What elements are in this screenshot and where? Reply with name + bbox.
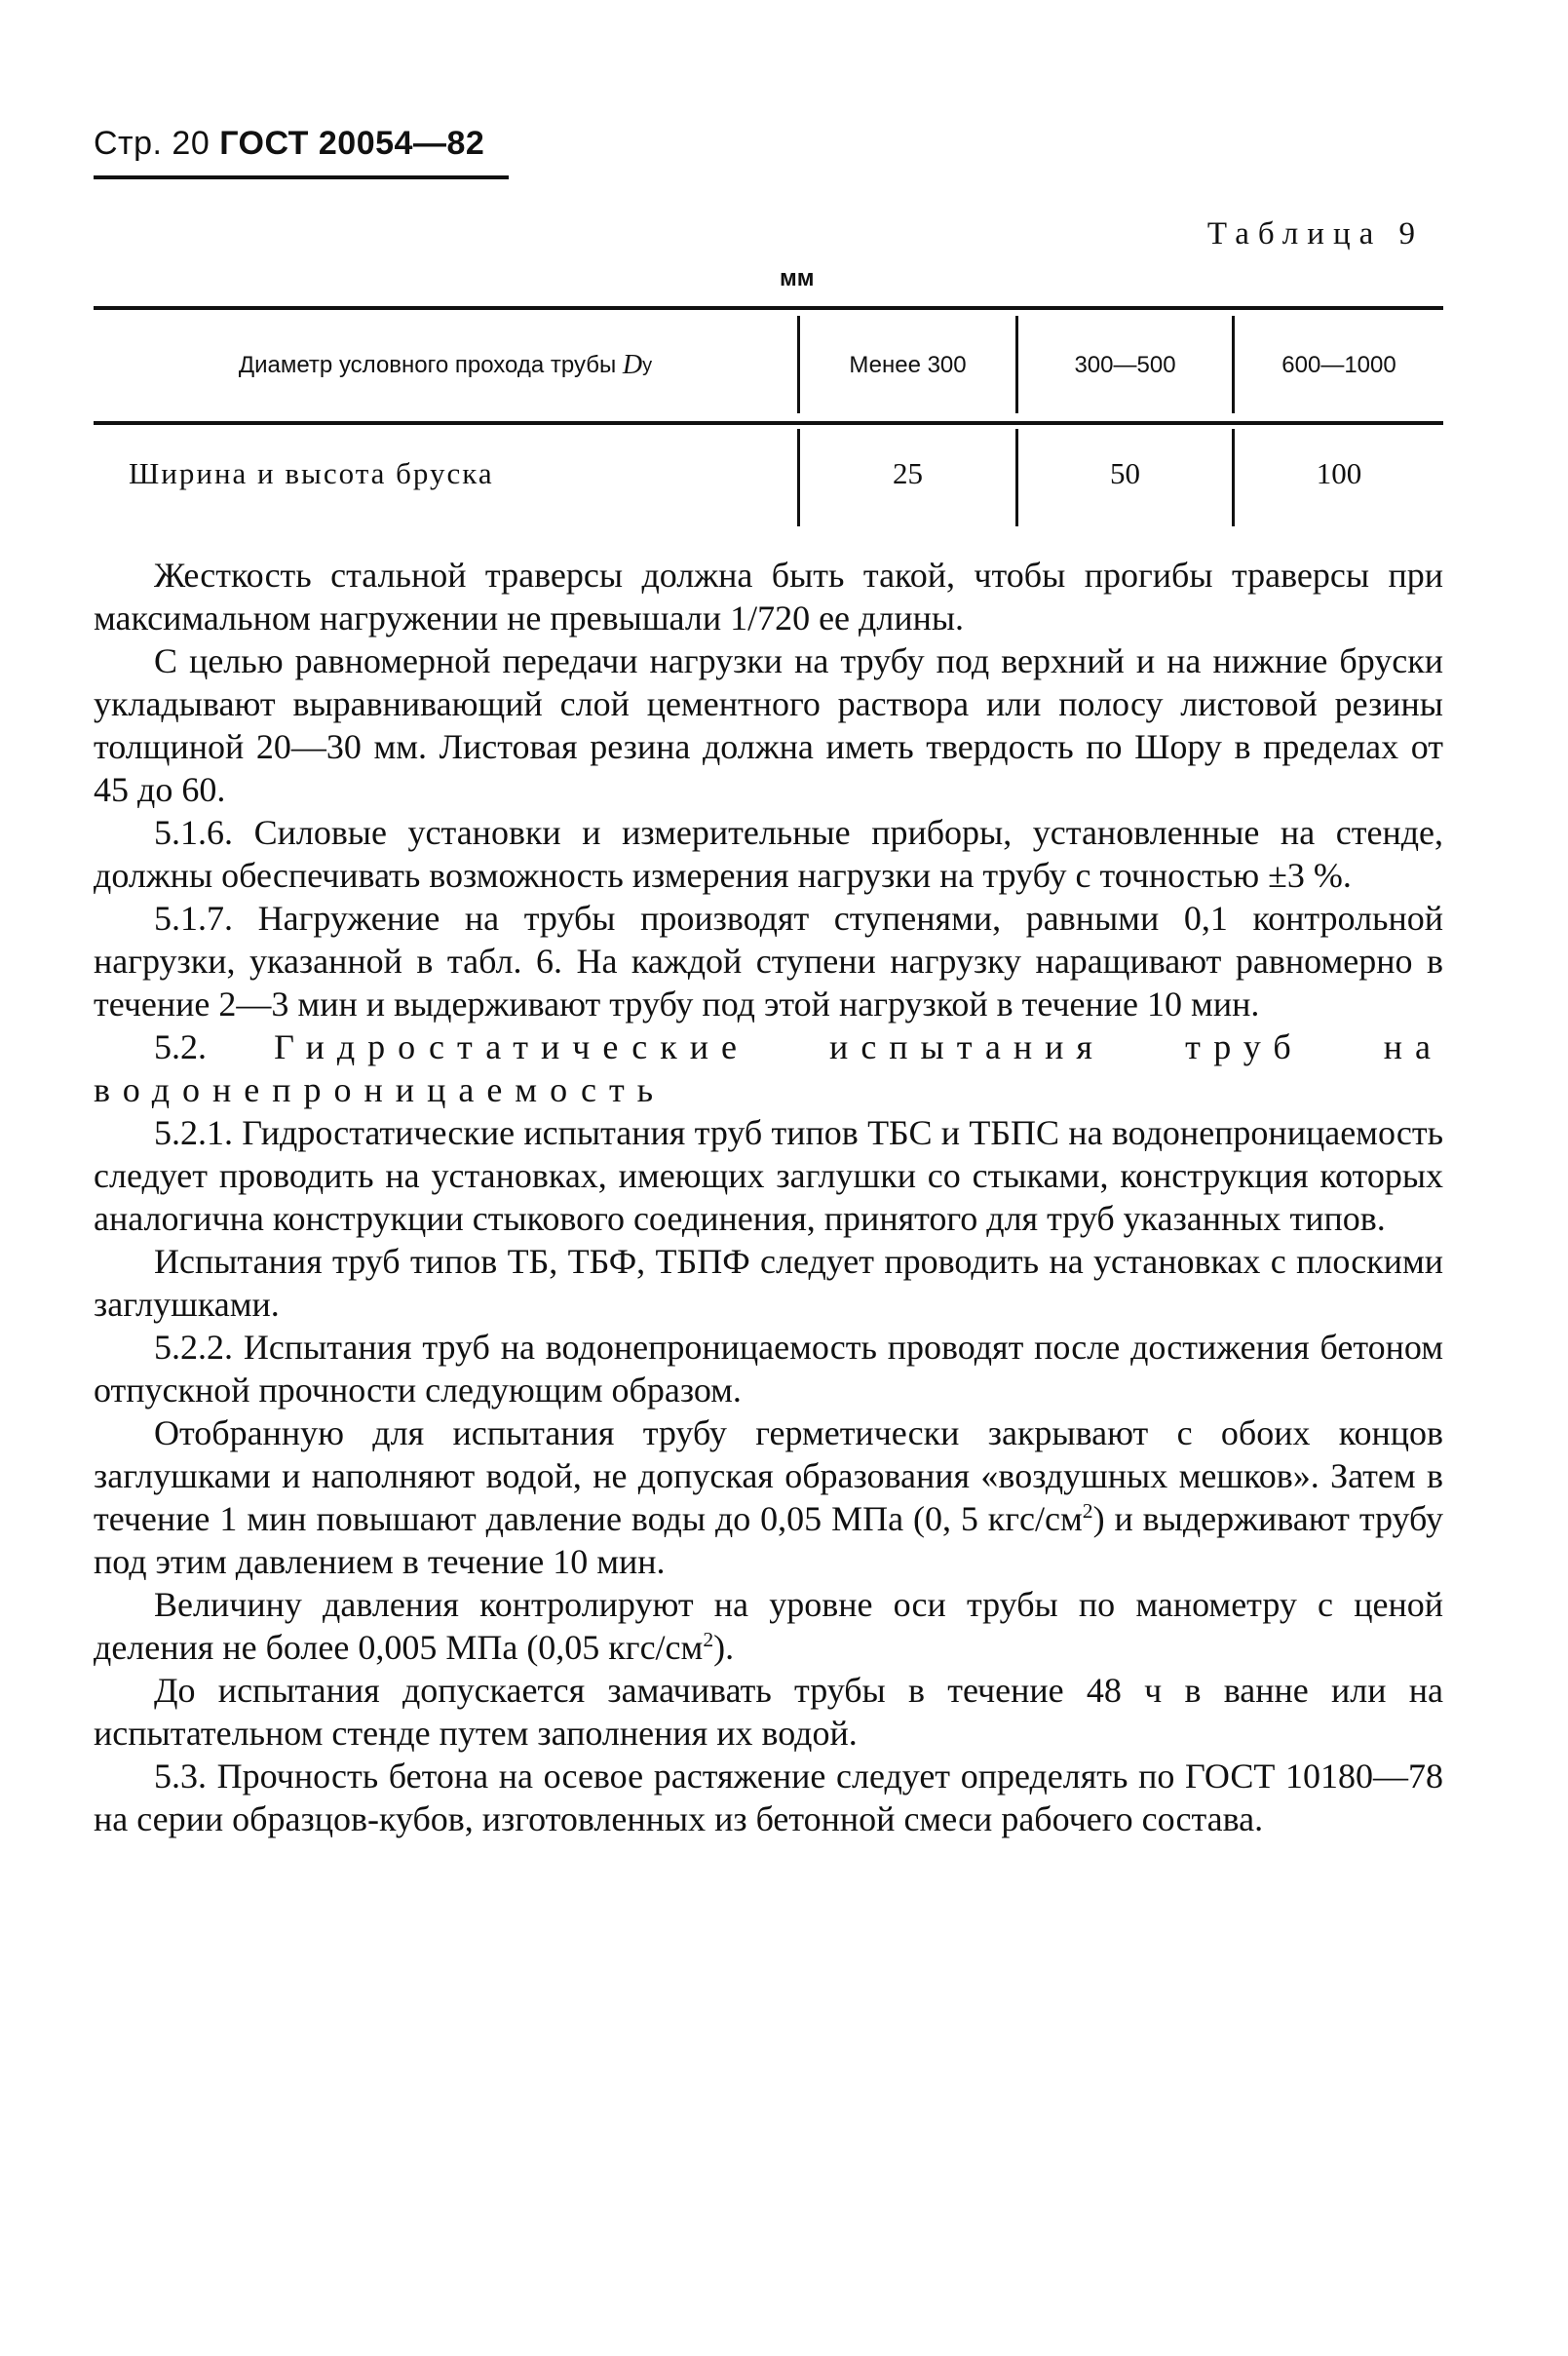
header-symbol-sub: у bbox=[642, 354, 653, 376]
superscript: 2 bbox=[1082, 1499, 1093, 1523]
table-cell: 25 bbox=[893, 456, 923, 490]
section-title: Гидростатические испытания труб на водонепроницаемость bbox=[94, 1027, 1444, 1109]
paragraph-text: ) и выдерживают трубу под этим давлением в течение 10 мин. bbox=[94, 1499, 1443, 1581]
header-symbol: D bbox=[622, 350, 643, 380]
section-heading bbox=[94, 1025, 1443, 1111]
paragraph-text: ). bbox=[713, 1628, 735, 1667]
header-rule bbox=[94, 175, 509, 179]
table-caption: Таблица 9 bbox=[1206, 216, 1424, 251]
paragraph bbox=[94, 1411, 1443, 1583]
table-row-label: Ширина и высота бруска bbox=[129, 456, 494, 490]
paragraph: Жесткость стальной траверсы должна быть такой, чтобы прогибы траверсы при максимальном нагружении не превышали 1/720 ее длины. bbox=[94, 556, 1443, 637]
table-header-cell: 300—500 bbox=[1074, 352, 1176, 378]
standard-code: ГОСТ 20054—82 bbox=[219, 125, 485, 162]
table-header-cell: Менее 300 bbox=[849, 352, 967, 378]
body-text bbox=[94, 554, 1443, 1840]
table-cell: 50 bbox=[1110, 456, 1140, 490]
paragraph bbox=[94, 1583, 1443, 1669]
header-label: Диаметр условного прохода трубы bbox=[238, 352, 617, 378]
table-header-cell: 600—1000 bbox=[1281, 352, 1396, 378]
paragraph-text: Отобранную для испытания трубу герметически закрывают с обоих концов заглушками и наполняют водой, не допуская образования «воздушных мешков». Затем в течение 1 мин повышают давление воды до 0,05 МПа (0, 5 кгс/см bbox=[94, 1413, 1443, 1538]
paragraph: 5.1.7. Нагружение на трубы производят ступенями, равными 0,1 контрольной нагрузки, указанной в табл. 6. На каждой ступени нагрузку наращивают равномерно в течение 2—3 мин и выдерживают трубу под этой нагрузкой в течение 10 мин. bbox=[94, 899, 1443, 1024]
paragraph: До испытания допускается замачивать трубы в течение 48 ч в ванне или на испытательном стенде путем заполнения их водой. bbox=[94, 1671, 1443, 1753]
paragraph: 5.2.1. Гидростатические испытания труб типов ТБС и ТБПС на водонепроницаемость следует проводить на установках, имеющих заглушки со стыками, конструкция которых аналогична конструкции стыкового соединения, принятого для труб указанных типов. bbox=[94, 1113, 1443, 1238]
paragraph: 5.3. Прочность бетона на осевое растяжение следует определять по ГОСТ 10180—78 на серии образцов-кубов, изготовленных из бетонной смеси рабочего состава. bbox=[94, 1757, 1443, 1838]
page-header bbox=[94, 125, 484, 163]
paragraph: Испытания труб типов ТБ, ТБФ, ТБПФ следует проводить на установках с плоскими заглушками. bbox=[94, 1242, 1443, 1324]
paragraph: 5.1.6. Силовые установки и измерительные приборы, установленные на стенде, должны обеспечивать возможность измерения нагрузки на трубу с точностью ±3 %. bbox=[94, 813, 1443, 895]
table-unit: мм bbox=[780, 265, 815, 291]
superscript: 2 bbox=[703, 1628, 714, 1651]
section-number: 5.2. bbox=[154, 1027, 207, 1066]
paragraph: 5.2.2. Испытания труб на водонепроницаемость проводят после достижения бетоном отпускной прочности следующим образом. bbox=[94, 1328, 1443, 1410]
table-cell: 100 bbox=[1316, 456, 1362, 490]
table-header-cell bbox=[94, 310, 797, 421]
paragraph-text: Величину давления контролируют на уровне оси трубы по манометру с ценой деления не более 0,005 МПа (0,05 кгс/см bbox=[94, 1585, 1443, 1667]
page-number-label: Стр. 20 bbox=[94, 125, 210, 162]
paragraph: С целью равномерной передачи нагрузки на трубу под верхний и на нижние бруски укладывают выравнивающий слой цементного раствора или полосу листовой резины толщиной 20—30 мм. Листовая резина должна иметь твердость по Шору в пределах от 45 до 60. bbox=[94, 641, 1443, 809]
